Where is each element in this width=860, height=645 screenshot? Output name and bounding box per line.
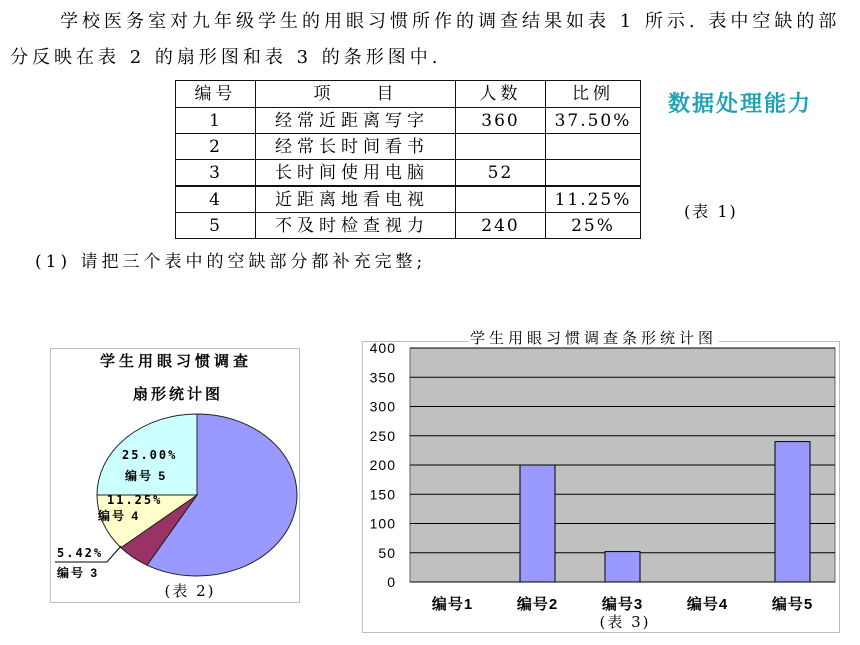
cell-ratio — [546, 160, 641, 187]
x-tick-labels — [432, 595, 813, 613]
cell-number: 4 — [176, 186, 256, 213]
x-tick-label: 编号1 — [431, 596, 474, 613]
header-item: 项 目 — [256, 81, 456, 108]
cell-item: 经常长时间看书 — [256, 134, 456, 160]
intro-line-2: 分反映在表 2 的扇形图和表 3 的条形图中. — [10, 47, 442, 68]
cell-number: 2 — [176, 134, 256, 160]
bar-chart-title: 学生用眼习惯调查条形统计图 — [470, 329, 718, 347]
pie-data-label-5: 25.00% — [122, 448, 178, 462]
cell-number: 5 — [176, 213, 256, 239]
cell-count: 240 — [456, 213, 546, 239]
cell-count: 360 — [456, 108, 546, 134]
y-tick-label: 50 — [378, 544, 396, 561]
y-tick-labels — [370, 342, 396, 590]
y-tick-label: 100 — [369, 515, 396, 532]
survey-table — [175, 80, 641, 239]
x-tick-label: 编号3 — [601, 596, 644, 613]
bar-chart-panel — [362, 341, 840, 633]
pie-data-label-4: 11.25% — [107, 493, 163, 507]
table-row — [176, 108, 641, 134]
pie-slice-label-5: 编号 5 — [125, 469, 168, 483]
question-text: (1) 请把三个表中的空缺部分都补充完整; — [35, 252, 427, 272]
y-tick-label: 150 — [369, 486, 396, 503]
bar-5 — [775, 442, 810, 582]
pie-chart-title: 学生用眼习惯调查 — [99, 353, 253, 370]
pie-chart-panel — [50, 348, 300, 603]
y-tick-label: 250 — [369, 427, 396, 444]
table-caption: (表 1) — [684, 202, 738, 221]
cell-number: 3 — [176, 160, 256, 187]
y-tick-label: 400 — [369, 342, 396, 356]
pie-slice-label-4: 编号 4 — [98, 509, 141, 523]
header-count: 人数 — [456, 81, 546, 108]
bar-2 — [520, 465, 555, 582]
x-tick-label: 编号2 — [516, 596, 559, 613]
cell-count — [456, 134, 546, 160]
table-row — [176, 160, 641, 187]
pie-data-label-3: 5.42% — [57, 546, 104, 560]
cell-count: 52 — [456, 160, 546, 187]
pie-slice-label-3: 编号 3 — [57, 566, 100, 580]
cell-number: 1 — [176, 108, 256, 134]
cell-ratio: 11.25% — [546, 186, 641, 213]
x-tick-label: 编号4 — [686, 596, 729, 613]
header-ratio: 比例 — [546, 81, 641, 108]
cell-item: 不及时检查视力 — [256, 213, 456, 239]
header-number: 编号 — [176, 81, 256, 108]
cell-ratio: 37.50% — [546, 108, 641, 134]
x-tick-label: 编号5 — [771, 596, 814, 613]
pie-chart — [51, 349, 299, 602]
table-row — [176, 213, 641, 239]
cell-item: 长时间使用电脑 — [256, 160, 456, 187]
pie-caption: (表 2) — [164, 582, 216, 600]
intro-line-1: 学校医务室对九年级学生的用眼习惯所作的调查结果如表 1 所示. 表中空缺的部 — [60, 11, 841, 32]
topic-badge: 数据处理能力 — [668, 91, 813, 116]
y-tick-label: 300 — [369, 398, 396, 415]
bar-chart — [363, 342, 839, 632]
cell-count — [456, 186, 546, 213]
y-tick-label: 200 — [369, 457, 396, 473]
cell-item: 近距离地看电视 — [256, 186, 456, 213]
table-row — [176, 186, 641, 213]
y-tick-label: 350 — [369, 369, 396, 386]
cell-ratio: 25% — [546, 213, 641, 239]
cell-item: 经常近距离写字 — [256, 108, 456, 134]
pie-chart-subtitle: 扇形统计图 — [132, 386, 224, 403]
table-header-row — [176, 81, 641, 108]
bar-caption: (表 3) — [599, 613, 651, 631]
bar-3 — [605, 552, 640, 582]
cell-ratio — [546, 134, 641, 160]
y-tick-label: 0 — [387, 574, 396, 590]
table-row — [176, 134, 641, 160]
